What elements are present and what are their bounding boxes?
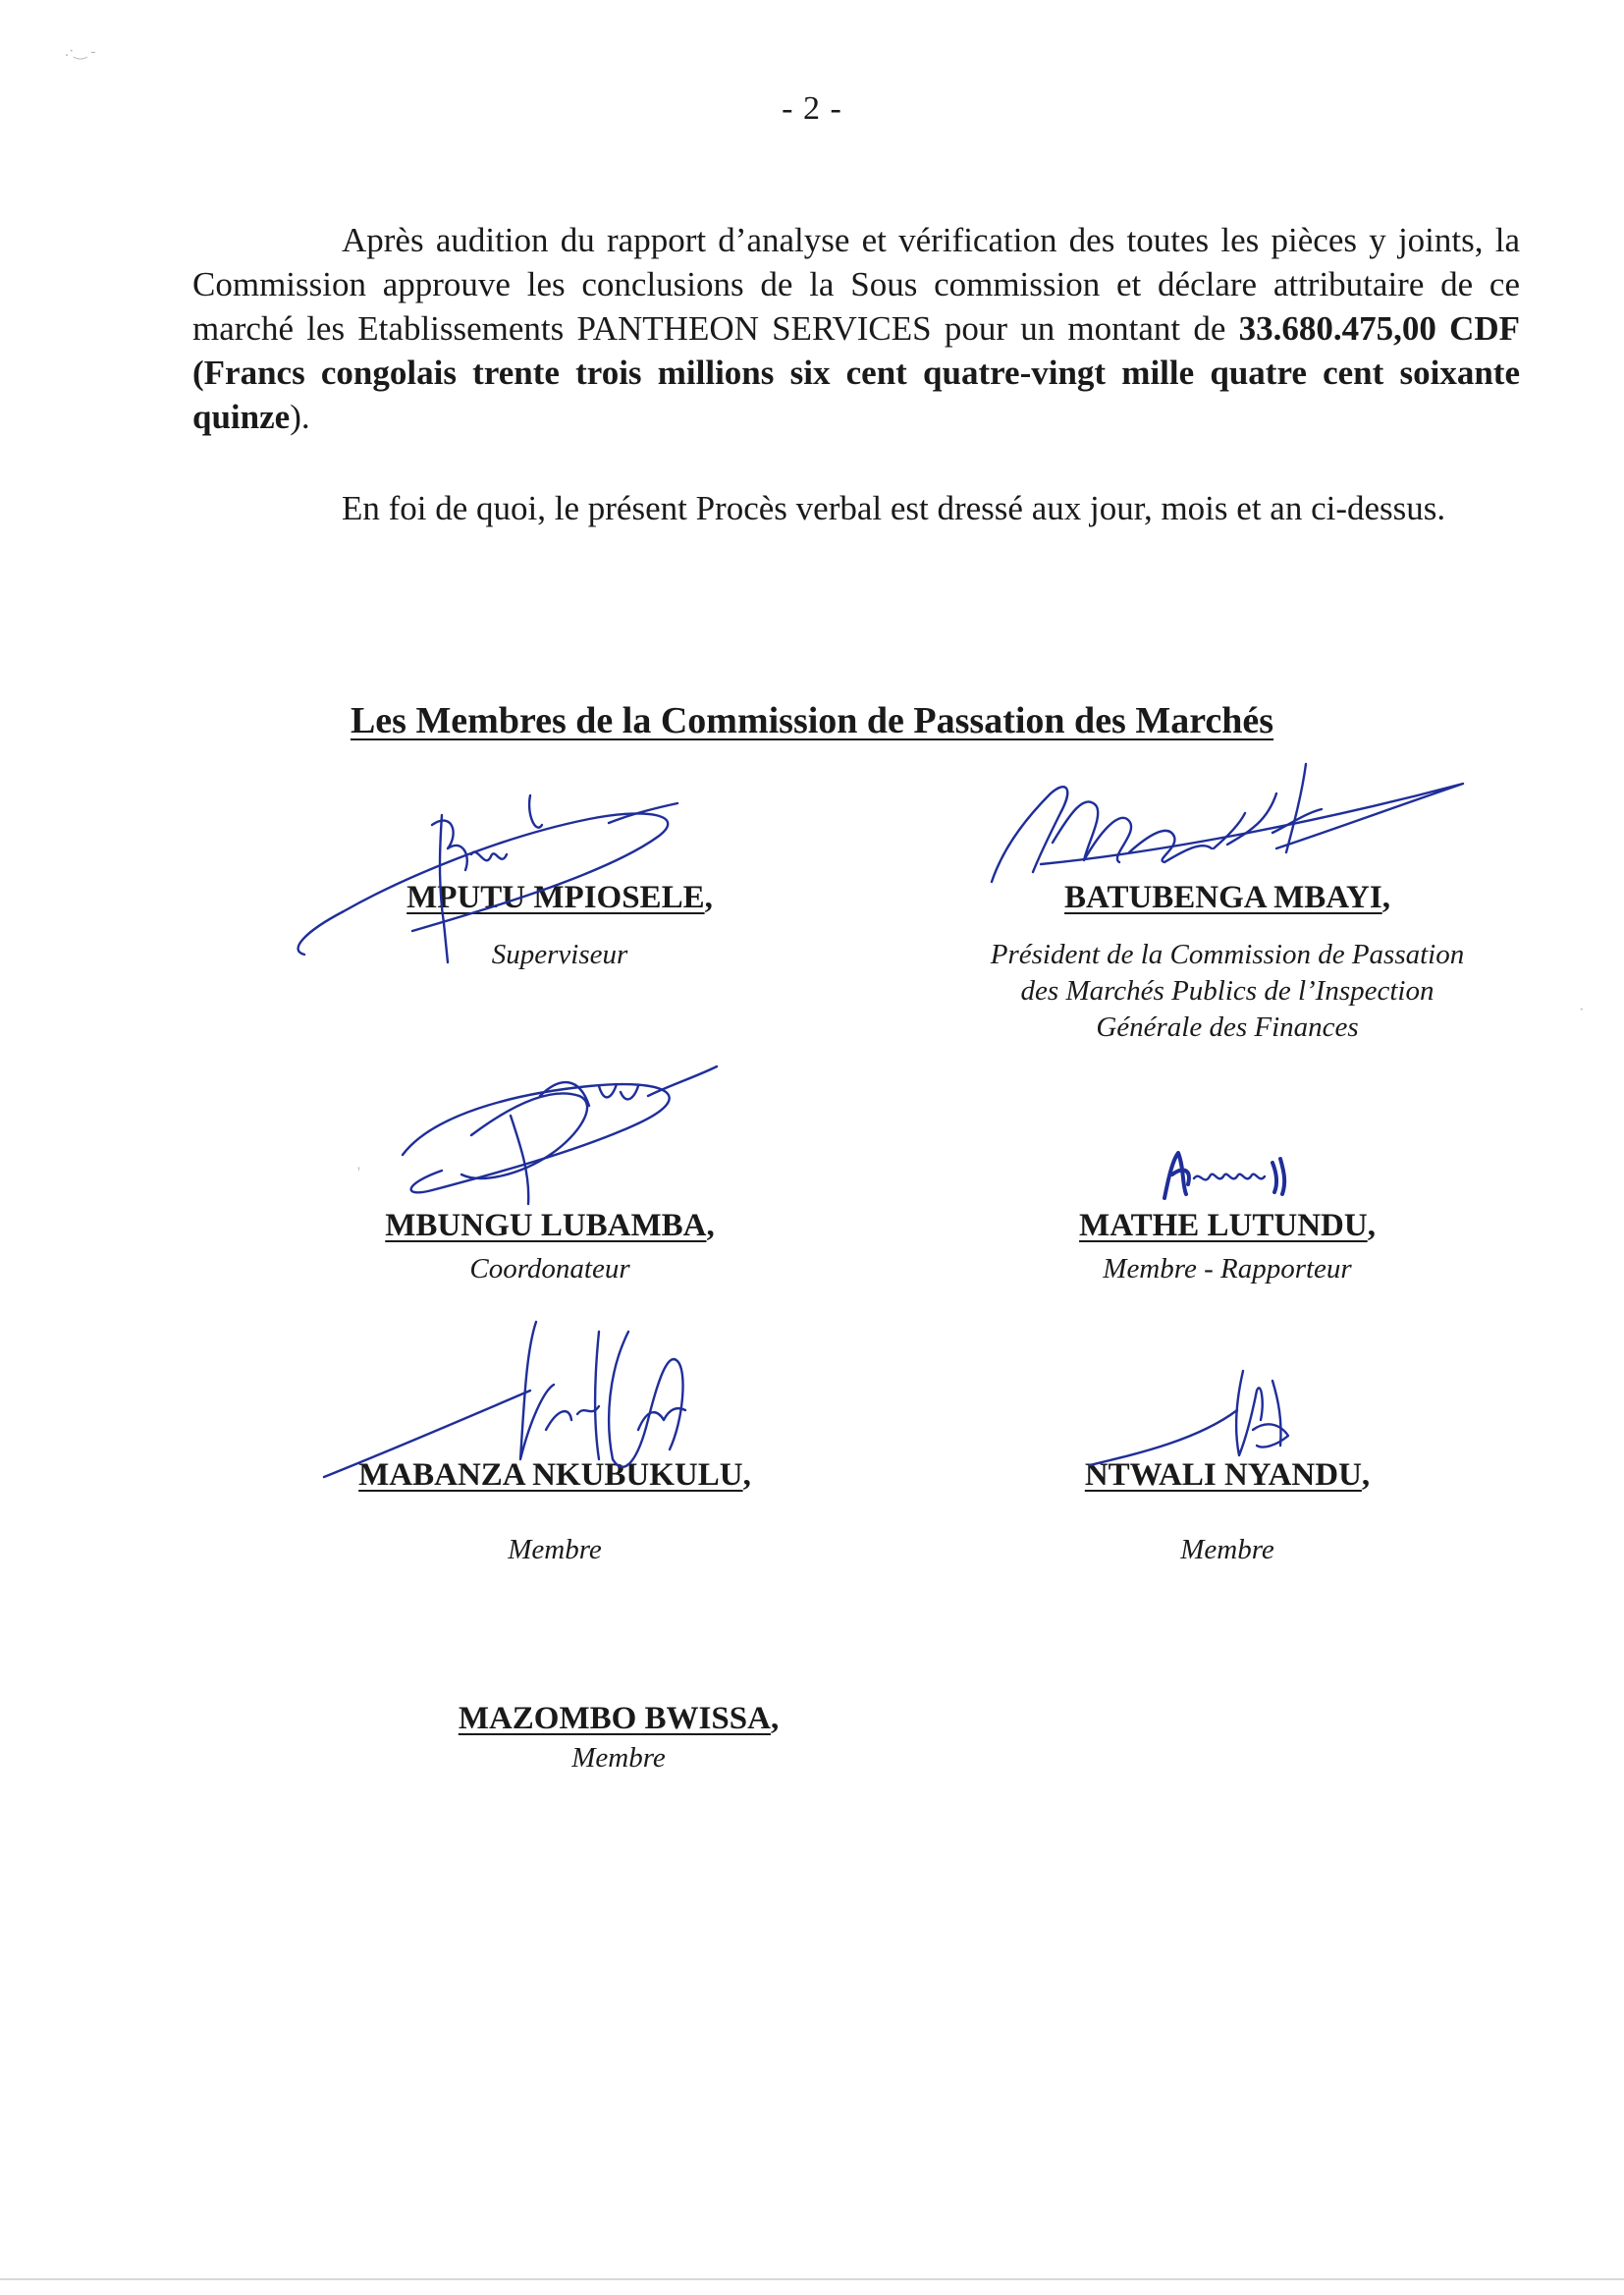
member-role: Membre (1180, 1534, 1274, 1565)
member-signature-block (1001, 1206, 1453, 1287)
member-signature-block (1021, 1455, 1434, 1568)
commission-heading-text: Les Membres de la Commission de Passation des Marchés (350, 700, 1274, 741)
closing-text: En foi de quoi, le présent Procès verbal est dressé aux jour, mois et an ci-dessus. (342, 489, 1446, 527)
handwritten-signature (373, 1037, 727, 1224)
member-role: Membre (571, 1742, 666, 1774)
member-name: BATUBENGA MBAYI, (1064, 880, 1390, 915)
commission-heading (0, 699, 1624, 742)
member-signature-block (295, 1455, 815, 1568)
member-role: Superviseur (491, 939, 628, 970)
member-name: MAZOMBO BWISSA, (458, 1701, 780, 1736)
member-signature-block (403, 1699, 835, 1776)
member-name: NTWALI NYANDU, (1084, 1457, 1371, 1493)
member-role: Membre (508, 1534, 602, 1565)
decision-text: Après audition du rapport d’analyse et vérification des toutes les pièces y joints, la Commission approuve les conclusions de la Sous commission et déclare attributaire de ce marché les Etablissements PANTHEON SERVICES pour un montant de (192, 221, 1520, 348)
member-name: MATHE LUTUNDU, (1079, 1208, 1376, 1243)
scan-artifact: .·‿ ‐ (65, 43, 96, 60)
member-signature-block (933, 878, 1522, 1046)
closing-paragraph (192, 486, 1520, 530)
contract-amount: 33.680.475,00 CDF (Francs congolais trente trois millions six cent quatre-vingt mille quatre cent soixante quinze (192, 309, 1520, 436)
member-role-line: Générale des Finances (1096, 1011, 1359, 1043)
decision-paragraph (192, 218, 1520, 439)
member-role: Membre - Rapporteur (1103, 1253, 1352, 1284)
member-signature-block (334, 1206, 766, 1287)
member-name: MABANZA NKUBUKULU, (358, 1457, 751, 1493)
member-role-line: Président de la Commission de Passation (990, 939, 1465, 970)
page-number: - 2 - (782, 90, 842, 127)
scan-artifact: · (1579, 1002, 1585, 1018)
decision-text-end: ). (290, 398, 310, 436)
member-signature-block (353, 878, 766, 973)
page-bottom-edge (0, 2278, 1624, 2280)
member-role: Coordonateur (469, 1253, 630, 1284)
scan-artifact: ' (357, 1165, 360, 1181)
member-name: MPUTU MPIOSELE, (406, 880, 713, 915)
member-name: MBUNGU LUBAMBA, (385, 1208, 715, 1243)
member-role-line: des Marchés Publics de l’Inspection (1020, 975, 1435, 1007)
